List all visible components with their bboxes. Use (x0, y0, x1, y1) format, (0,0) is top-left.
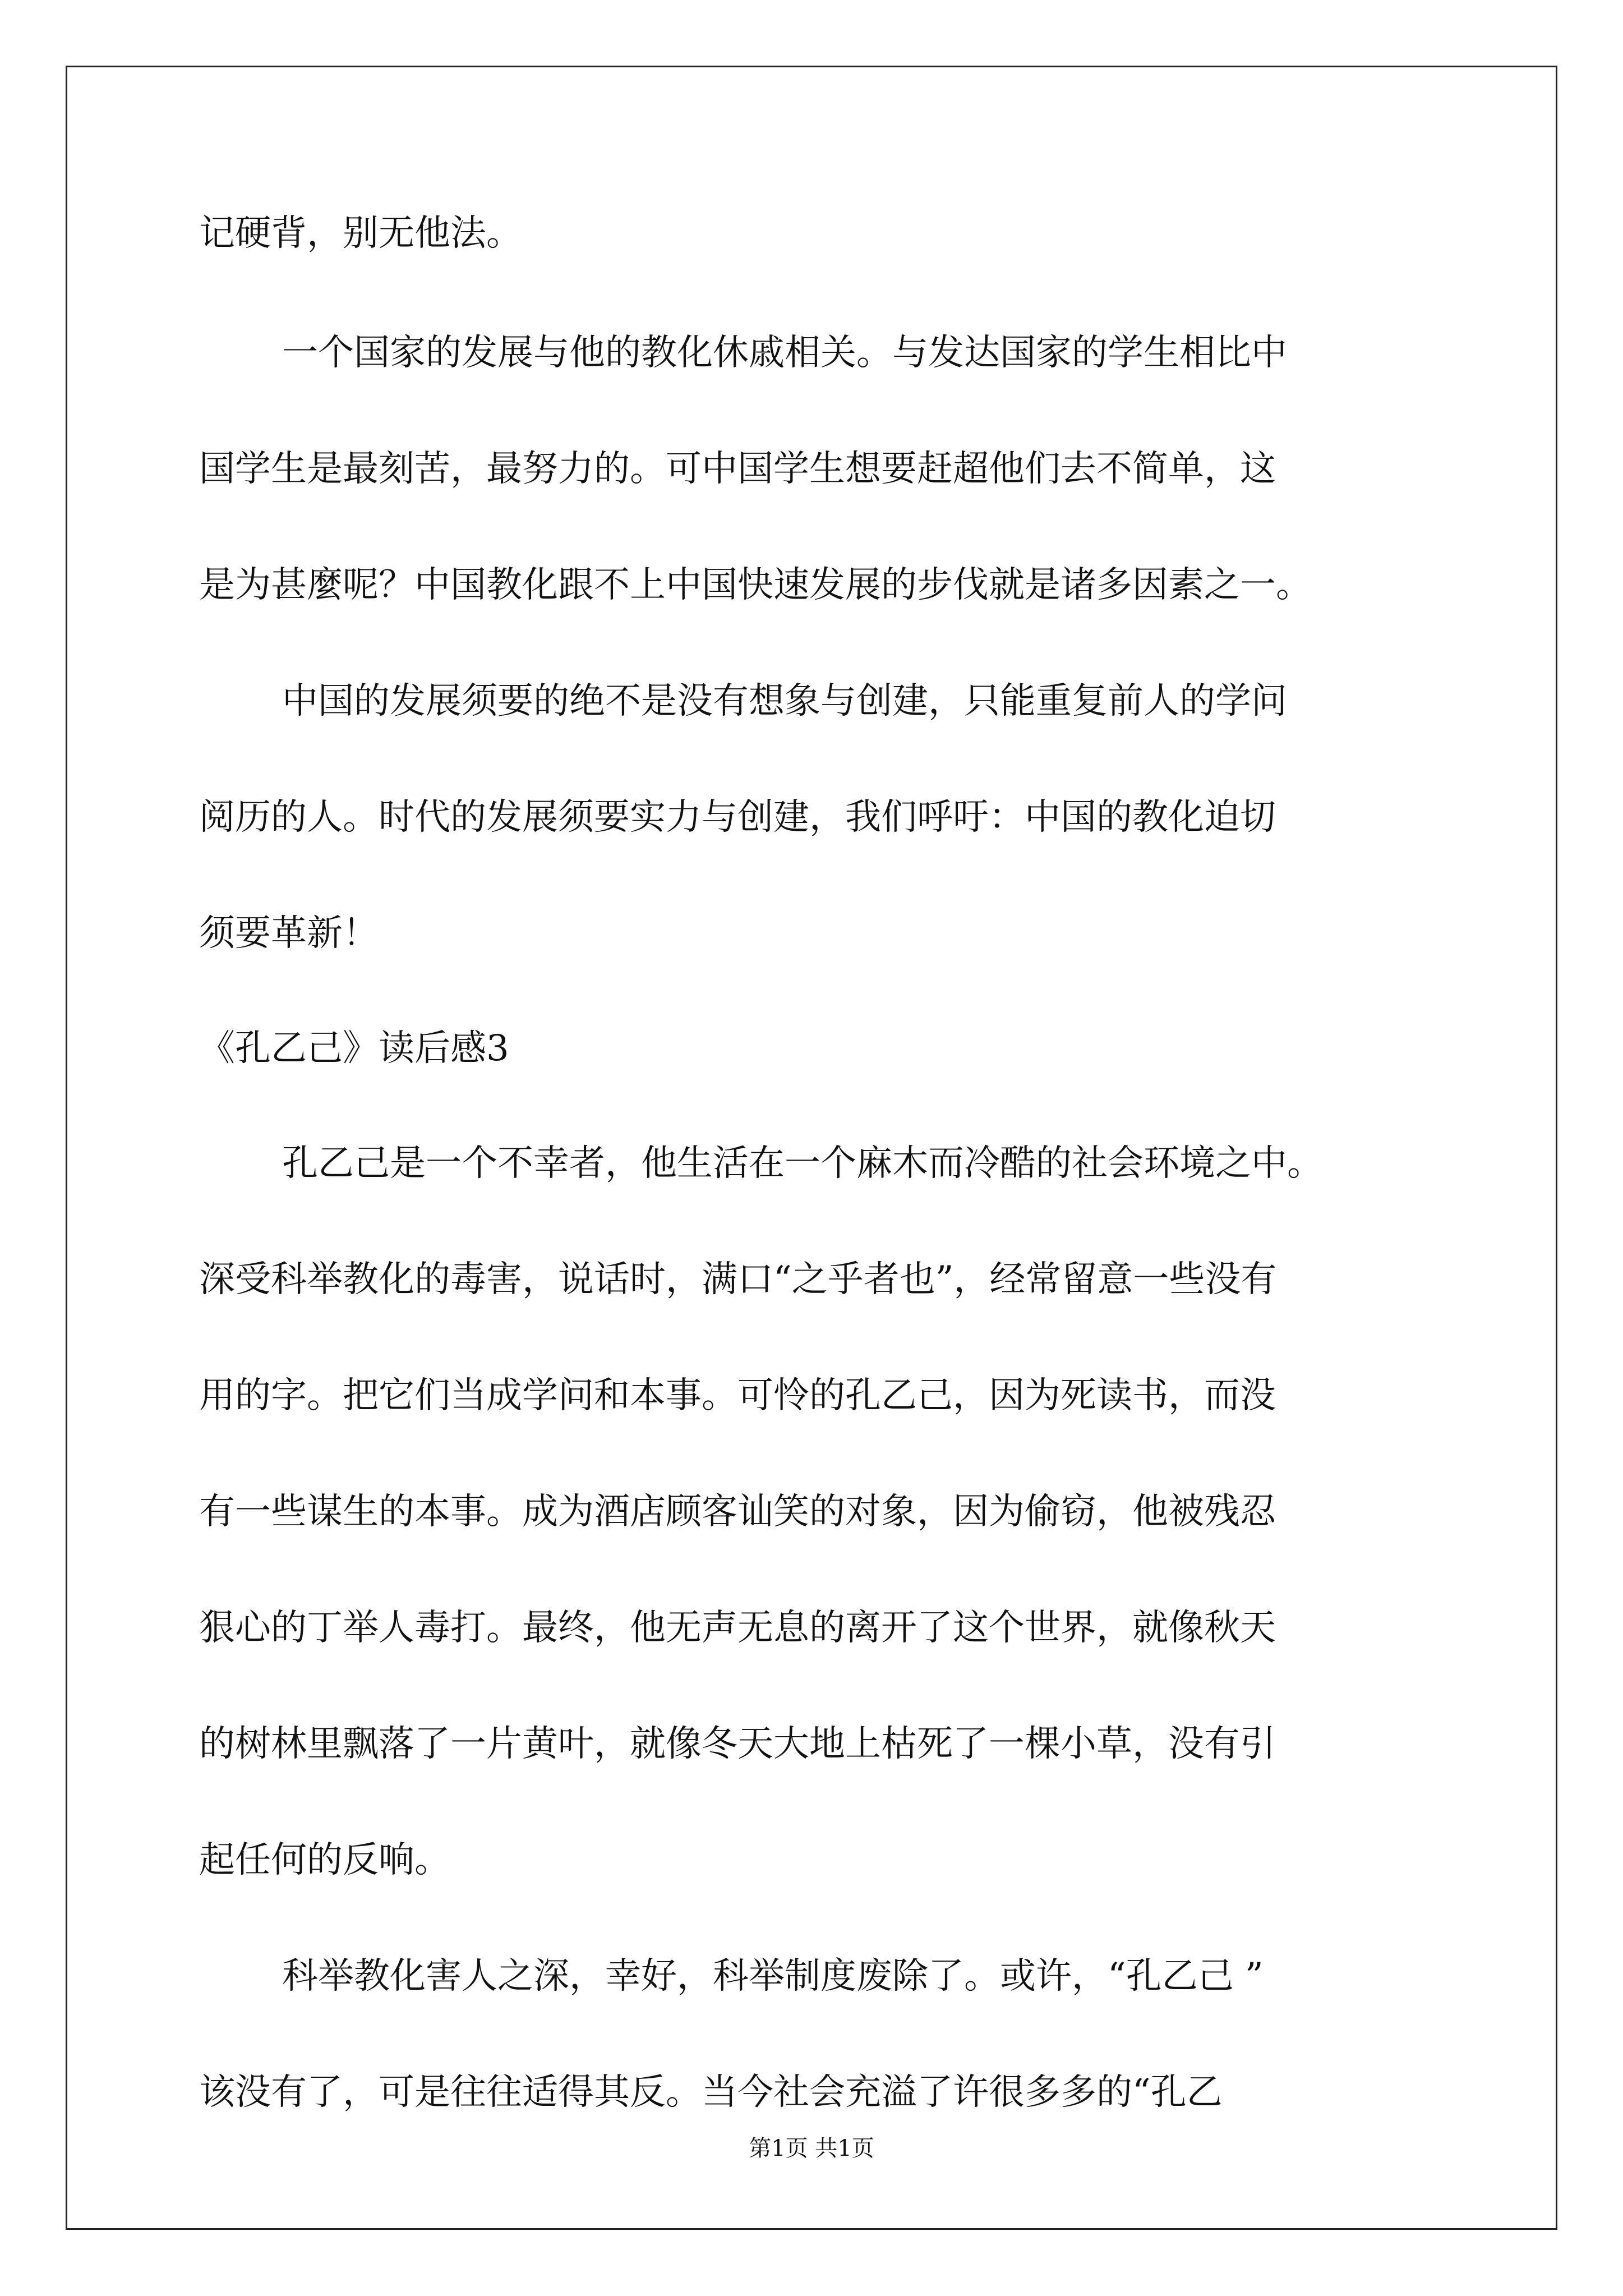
paragraph-line: 国学生是最刻苦，最努力的。可中国学生想要赶超他们去不简单，这 (199, 448, 1276, 490)
paragraph-line: 用的字。把它们当成学问和本事。可怜的孔乙己，因为死读书，而没 (199, 1375, 1276, 1416)
page-footer: 第1页 共1页 (749, 2136, 874, 2161)
paragraph-line: 须要革新！ (199, 913, 379, 954)
paragraph-line: 的树林里飘落了一片黄叶，就像冬天大地上枯死了一棵小草，没有引 (199, 1723, 1276, 1765)
section-heading: 《孔乙己》读后感3 (199, 1028, 509, 1069)
paragraph-line: 阅历的人。时代的发展须要实力与创建，我们呼吁：中国的教化迫切 (199, 797, 1276, 838)
paragraph-line: 起任何的反响。 (199, 1839, 450, 1881)
paragraph-line: 记硬背，别无他法。 (199, 213, 522, 254)
paragraph-line: 孔乙己是一个不幸者，他生活在一个麻木而冷酷的社会环境之中。 (282, 1143, 1323, 1184)
paragraph-line: 中国的发展须要的绝不是没有想象与创建，只能重复前人的学问 (282, 680, 1287, 722)
paragraph-line: 深受科举教化的毒害，说话时，满口“之乎者也”，经常留意一些没有 (199, 1259, 1277, 1300)
paragraph-line: 该没有了，可是往往适得其反。当今社会充溢了许很多多的“孔乙 (199, 2072, 1223, 2113)
paragraph-line: 一个国家的发展与他的教化休戚相关。与发达国家的学生相比中 (282, 332, 1287, 374)
paragraph-line: 有一些谋生的本事。成为酒店顾客讪笑的对象，因为偷窃，他被残忍 (199, 1491, 1276, 1533)
paragraph-line: 狠心的丁举人毒打。最终，他无声无息的离开了这个世界，就像秋天 (199, 1607, 1276, 1649)
paragraph-line: 科举教化害人之深，幸好，科举制度废除了。或许，“孔乙己 ” (282, 1955, 1264, 1997)
paragraph-line: 是为甚麼呢？中国教化跟不上中国快速发展的步伐就是诸多因素之一。 (199, 564, 1312, 606)
